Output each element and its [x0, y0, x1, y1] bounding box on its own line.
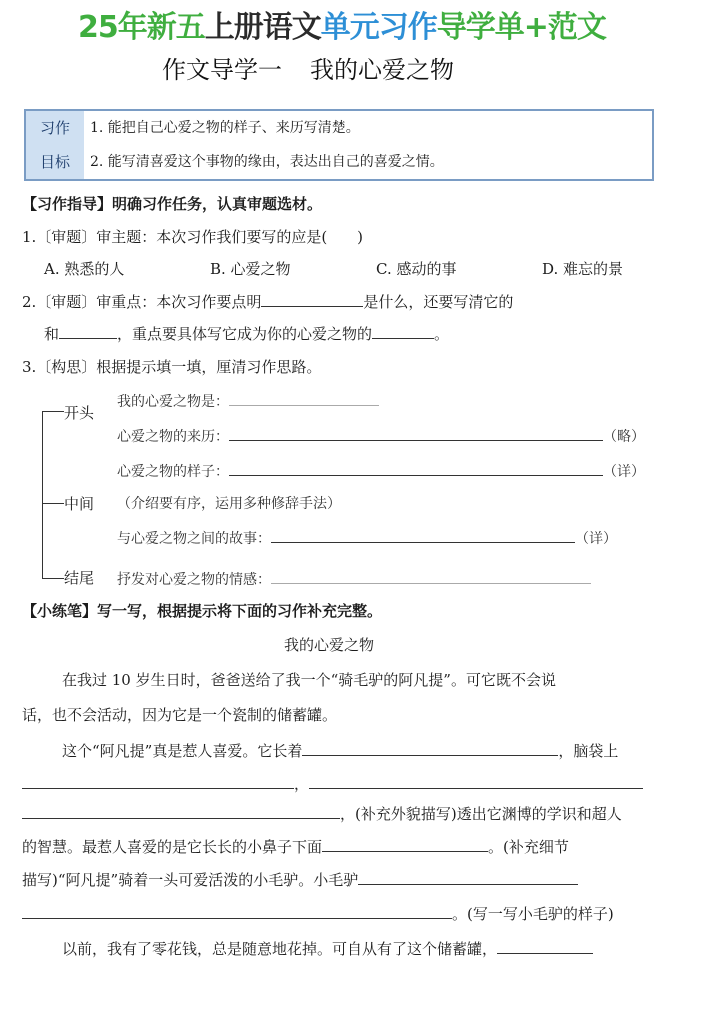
- essay-line: [22, 835, 569, 858]
- essay-text: 这个“阿凡提”真是惹人喜爱。它长着: [62, 742, 303, 760]
- outline-row-tag: （详）: [603, 464, 645, 480]
- question-1: 1.〔审题〕审主题：本次习作我们要写的应是( ): [22, 228, 364, 246]
- essay-text: 描写)“阿凡提”骑着一头可爱活泼的小毛驴。小毛驴: [22, 871, 359, 889]
- outline-row-label: 心爱之物的样子：: [117, 464, 229, 480]
- essay-line: 在我过 10 岁生日时，爸爸送给了我一个“骑毛驴的阿凡提”。可它既不会说: [62, 671, 556, 689]
- answer-blank[interactable]: [309, 772, 643, 789]
- outline-node-end: 结尾: [64, 569, 95, 587]
- essay-line: [22, 802, 622, 825]
- answer-blank[interactable]: [261, 290, 363, 307]
- outline-row: [117, 567, 591, 591]
- q2-text: 2.〔审题〕审重点：本次习作要点明: [22, 293, 262, 311]
- essay-title: 我的心爱之物: [284, 636, 375, 654]
- outline-node-start: 开头: [64, 404, 95, 422]
- goals-label-top: 习作: [26, 111, 84, 145]
- outline-row-tag: （略）: [603, 429, 645, 445]
- outline-node-middle: 中间: [64, 495, 95, 513]
- answer-blank[interactable]: [22, 802, 340, 819]
- outline-row-label: 心爱之物的来历：: [117, 429, 229, 445]
- question-2-line-1: [22, 290, 513, 313]
- page-title: [162, 54, 454, 86]
- title-part-2: 我的心爱之物: [310, 56, 454, 84]
- answer-blank[interactable]: [322, 835, 488, 852]
- outline-branch: [42, 411, 64, 412]
- essay-line: [22, 902, 614, 925]
- question-2-line-2: [44, 322, 449, 345]
- essay-line: [62, 937, 593, 960]
- essay-text: ，脑袋上: [558, 742, 619, 760]
- question-3: 3.〔构思〕根据提示填一填，厘清习作思路。: [22, 358, 322, 376]
- q2-text: ，重点要具体写它成为你的心爱之物的: [117, 325, 373, 343]
- banner-title: [78, 10, 606, 46]
- answer-blank[interactable]: [271, 567, 591, 584]
- banner-part: 导学单+范文: [436, 10, 606, 45]
- outline-bracket: [42, 411, 43, 579]
- answer-blank[interactable]: [229, 389, 379, 406]
- answer-blank[interactable]: [358, 868, 578, 885]
- answer-blank[interactable]: [229, 459, 603, 476]
- option-c: C. 感动的事: [376, 260, 457, 278]
- goals-box: [24, 109, 654, 181]
- goals-label-bottom: 目标: [26, 145, 84, 179]
- essay-text: ，: [294, 775, 310, 793]
- outline-row: [117, 526, 617, 550]
- outline-row-tag: （详）: [575, 531, 617, 547]
- essay-line: [22, 868, 578, 891]
- answer-blank[interactable]: [59, 322, 117, 339]
- q2-text: 和: [44, 325, 60, 343]
- answer-blank[interactable]: [302, 739, 558, 756]
- outline-row: [117, 459, 645, 483]
- outline-branch: [42, 578, 64, 579]
- q2-text: 是什么，还要写清它的: [363, 293, 514, 311]
- goal-item: 2. 能写清喜爱这个事物的缘由，表达出自己的喜爱之情。: [90, 154, 444, 170]
- q2-text: 。: [434, 325, 450, 343]
- essay-text: 。(写一写小毛驴的样子): [452, 905, 614, 923]
- title-part-1: 作文导学一: [162, 56, 282, 84]
- outline-branch: [42, 503, 64, 504]
- goal-item: 1. 能把自己心爱之物的样子、来历写清楚。: [90, 120, 360, 136]
- banner-part: 单元习作: [320, 10, 437, 45]
- essay-line: [22, 772, 643, 795]
- banner-part: 上册语文: [204, 10, 321, 45]
- answer-blank[interactable]: [372, 322, 434, 339]
- essay-text: ，(补充外貌描写)透出它渊博的学识和超人: [340, 805, 622, 823]
- essay-text: 以前，我有了零花钱，总是随意地花掉。可自从有了这个储蓄罐，: [62, 940, 498, 958]
- essay-line: [62, 739, 618, 762]
- option-b: B. 心爱之物: [210, 260, 291, 278]
- practice-heading: 【小练笔】写一写，根据提示将下面的习作补充完整。: [22, 602, 383, 620]
- option-a: A. 熟悉的人: [44, 260, 125, 278]
- essay-text: 的智慧。最惹人喜爱的是它长长的小鼻子下面: [22, 838, 323, 856]
- answer-blank[interactable]: [22, 772, 294, 789]
- outline-row: [117, 424, 645, 448]
- answer-blank[interactable]: [229, 424, 603, 441]
- outline-row-label: 抒发对心爱之物的情感：: [117, 572, 271, 588]
- answer-blank[interactable]: [271, 526, 575, 543]
- essay-line: 话，也不会活动，因为它是一个瓷制的储蓄罐。: [22, 706, 338, 724]
- outline-row: （介绍要有序，运用多种修辞手法）: [117, 496, 341, 512]
- answer-blank[interactable]: [497, 937, 593, 954]
- answer-blank[interactable]: [22, 902, 452, 919]
- outline-row: [117, 389, 379, 413]
- outline-row-label: 与心爱之物之间的故事：: [117, 531, 271, 547]
- banner-part: 25年新五: [78, 10, 205, 45]
- guide-heading: 【习作指导】明确习作任务，认真审题选材。: [22, 195, 323, 213]
- outline-row-label: 我的心爱之物是：: [117, 394, 229, 410]
- essay-text: 。(补充细节: [488, 838, 569, 856]
- option-d: D. 难忘的景: [542, 260, 624, 278]
